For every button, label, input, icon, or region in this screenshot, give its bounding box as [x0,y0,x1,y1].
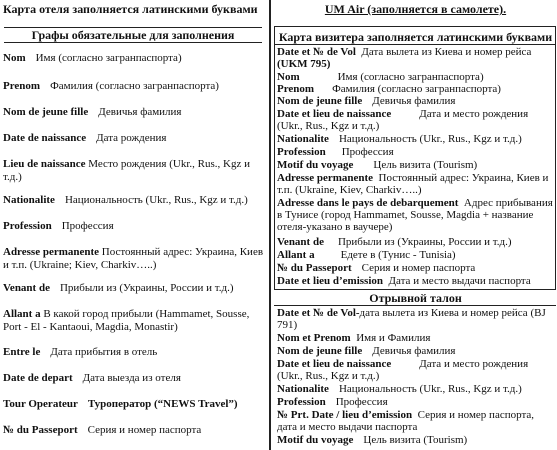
visitor-row-nationality [277,133,554,145]
row-value: Постоянный адрес: Украина, Киев и т.п. (Ukraine; Kiev, Charkiv…..) [3,246,264,271]
row-label: Adresse permanente [277,172,374,184]
hotel-card-title: Карта отеля заполняется латинскими буквами [3,2,258,16]
hotel-row-arrival [3,346,265,359]
row-value: Девичья фамилия [372,95,456,107]
row-value: Имя (согласно загранпаспорта) [337,71,484,83]
row-label: Date et lieu d’emission [277,275,384,287]
row-label: Tour Operateur [3,398,78,410]
row-value: Прибыли из (Украины, России и т.д.) [337,236,512,248]
row-value: Серия и номер паспорта [87,424,202,436]
row-label: № du Passeport [277,262,352,274]
row-label: Profession [3,220,52,232]
row-value: Девичья фамилия [372,345,456,357]
visitor-row-prenom [277,83,554,95]
visitor-row-address [277,172,554,196]
hotel-row-nationality [3,194,265,207]
visitor-card-header: Карта визитера заполняется латинскими буквами [278,30,553,44]
airline-title: UM Air (заполняется в самолете). [324,2,507,16]
row-value: Цель визита (Tourism) [373,159,478,171]
hotel-row-birth-place [3,158,265,184]
row-label: Lieu de naissance [3,158,86,170]
row-label: Date et lieu de naissance [277,358,392,370]
visitor-row-issue [277,275,554,287]
row-label: Date et lieu de naissance [277,108,392,120]
row-value: В какой город прибыли (Hammamet, Sousse, Port - El - Kantaoui, Magdia, Monastir) [3,308,250,333]
hotel-card-column [0,0,266,450]
row-label: Nom [3,52,26,64]
row-value: Цель визита (Tourism) [363,434,468,446]
row-label: Nationalite [277,133,329,145]
row-value: Дата выезда из отеля [82,372,181,384]
hotel-row-nom [3,52,265,65]
stub-row-birth [277,358,554,382]
row-label: Allant a [277,249,315,261]
row-value: Серия и номер паспорта [361,262,476,274]
row-label: Nom de jeune fille [277,95,363,107]
row-label: Adresse permanente [3,246,100,258]
row-value: Дата прибытия в отель [50,346,158,358]
row-value: Национальность (Ukr., Rus., Kgz и т.д.) [338,383,522,395]
visitor-row-purpose [277,159,554,171]
row-value: Дата рождения [96,132,167,144]
hotel-row-prenom [3,80,265,93]
stub-row-maiden-name [277,345,554,357]
visitor-row-profession [277,146,554,158]
row-label: Allant a [3,308,41,320]
stub-row-passport [277,409,554,433]
row-label: Nom de jeune fille [277,345,363,357]
row-label: Nationalite [277,383,329,395]
row-label: Adresse dans le pays de debarquement [277,197,459,209]
row-value: Профессия [335,396,388,408]
row-value: дата вылета из Киева и номер рейса (BJ 791) [277,307,546,331]
row-value: Профессия [61,220,114,232]
hotel-row-maiden-name [3,106,265,119]
row-value: Дата и место рождения (Ukr., Rus., Kgz и т.д.) [277,108,529,132]
hotel-row-tour-operator [3,398,265,411]
row-label: Nom et Prenom [277,332,351,344]
row-label: Prenom [3,80,41,92]
stub-row-name [277,332,554,344]
visitor-card-column [274,0,557,450]
stub-row-flight [277,307,554,331]
row-value: Постоянный адрес: Украина, Киев и т.п. (Ukraine, Kiev, Charkiv…..) [277,172,549,196]
hotel-row-departure [3,372,265,385]
row-label: Entre le [3,346,41,358]
row-label: Nationalite [3,194,55,206]
row-value: Адрес прибывания в Тунисе (город Hammamet, Sousse, Magdia + название отеля-указано в ваучере) [277,197,553,233]
row-value: Прибыли из (Украины, России и т.д.) [59,282,234,294]
row-value: Фамилия (согласно загранпаспорта) [50,80,219,92]
row-value: Национальность (Ukr., Rus., Kgz и т.д.) [64,194,248,206]
hotel-row-coming-from [3,282,265,295]
row-value: Национальность (Ukr., Rus., Kgz и т.д.) [338,133,522,145]
row-label: Date et № de Vol [277,46,356,58]
row-value: Девичья фамилия [98,106,182,118]
hotel-row-going-to [3,308,265,334]
row-label: Date de naissance [3,132,87,144]
row-label: Date et № de Vol- [277,307,360,319]
visitor-row-passport [277,262,554,274]
hotel-row-birth-date [3,132,265,145]
row-value: Дата и место рождения (Ukr., Rus., Kgz и т.д.) [277,358,529,382]
visitor-row-coming-from [277,236,554,248]
column-divider [269,0,271,450]
row-label: Motif du voyage [277,434,354,446]
stub-rule [274,305,556,306]
row-label: (UKM 795) [277,58,331,70]
header-rule [274,44,556,45]
visitor-row-birth [277,108,554,132]
row-label: Nom de jeune fille [3,106,89,118]
row-value: Фамилия (согласно загранпаспорта) [332,83,501,95]
row-value: Дата вылета из Киева и номер рейса [361,46,532,58]
row-label: Venant de [277,236,324,248]
visitor-row-nom [277,71,554,83]
visitor-row-flight-number [277,58,554,70]
row-label: № du Passeport [3,424,78,436]
stub-row-nationality [277,383,554,395]
hotel-row-profession [3,220,265,233]
row-value: Туроператор (“NEWS Travel”) [87,398,238,410]
hotel-row-passport [3,424,265,437]
stub-row-profession [277,396,554,408]
visitor-row-flight [277,46,554,58]
row-label: Profession [277,146,326,158]
row-value: Дата и место выдачи паспорта [388,275,531,287]
row-value: Имя и Фамилия [356,332,431,344]
visitor-row-going-to [277,249,554,261]
row-label: Profession [277,396,326,408]
visitor-row-maiden-name [277,95,554,107]
row-value: Профессия [341,146,394,158]
hotel-row-address [3,246,265,272]
row-label: № Prt. Date / lieu d’emission [277,409,413,421]
stub-row-purpose [277,434,554,446]
tear-off-stub-header: Отрывной талон [369,291,462,305]
row-label: Venant de [3,282,50,294]
row-label: Date de depart [3,372,73,384]
visitor-row-destination-address [277,197,554,233]
row-value: Серия и номер паспорта, дата и место выдачи паспорта [277,409,535,433]
row-label: Prenom [277,83,315,95]
row-label: Nom [277,71,300,83]
row-value: Место рождения (Ukr., Rus., Kgz и т.д.) [3,158,250,183]
row-value: Едете в (Тунис - Tunisia) [340,249,456,261]
row-value: Имя (согласно загранпаспорта) [35,52,182,64]
row-label: Motif du voyage [277,159,354,171]
hotel-card-header: Графы обязательные для заполнения [4,27,262,43]
